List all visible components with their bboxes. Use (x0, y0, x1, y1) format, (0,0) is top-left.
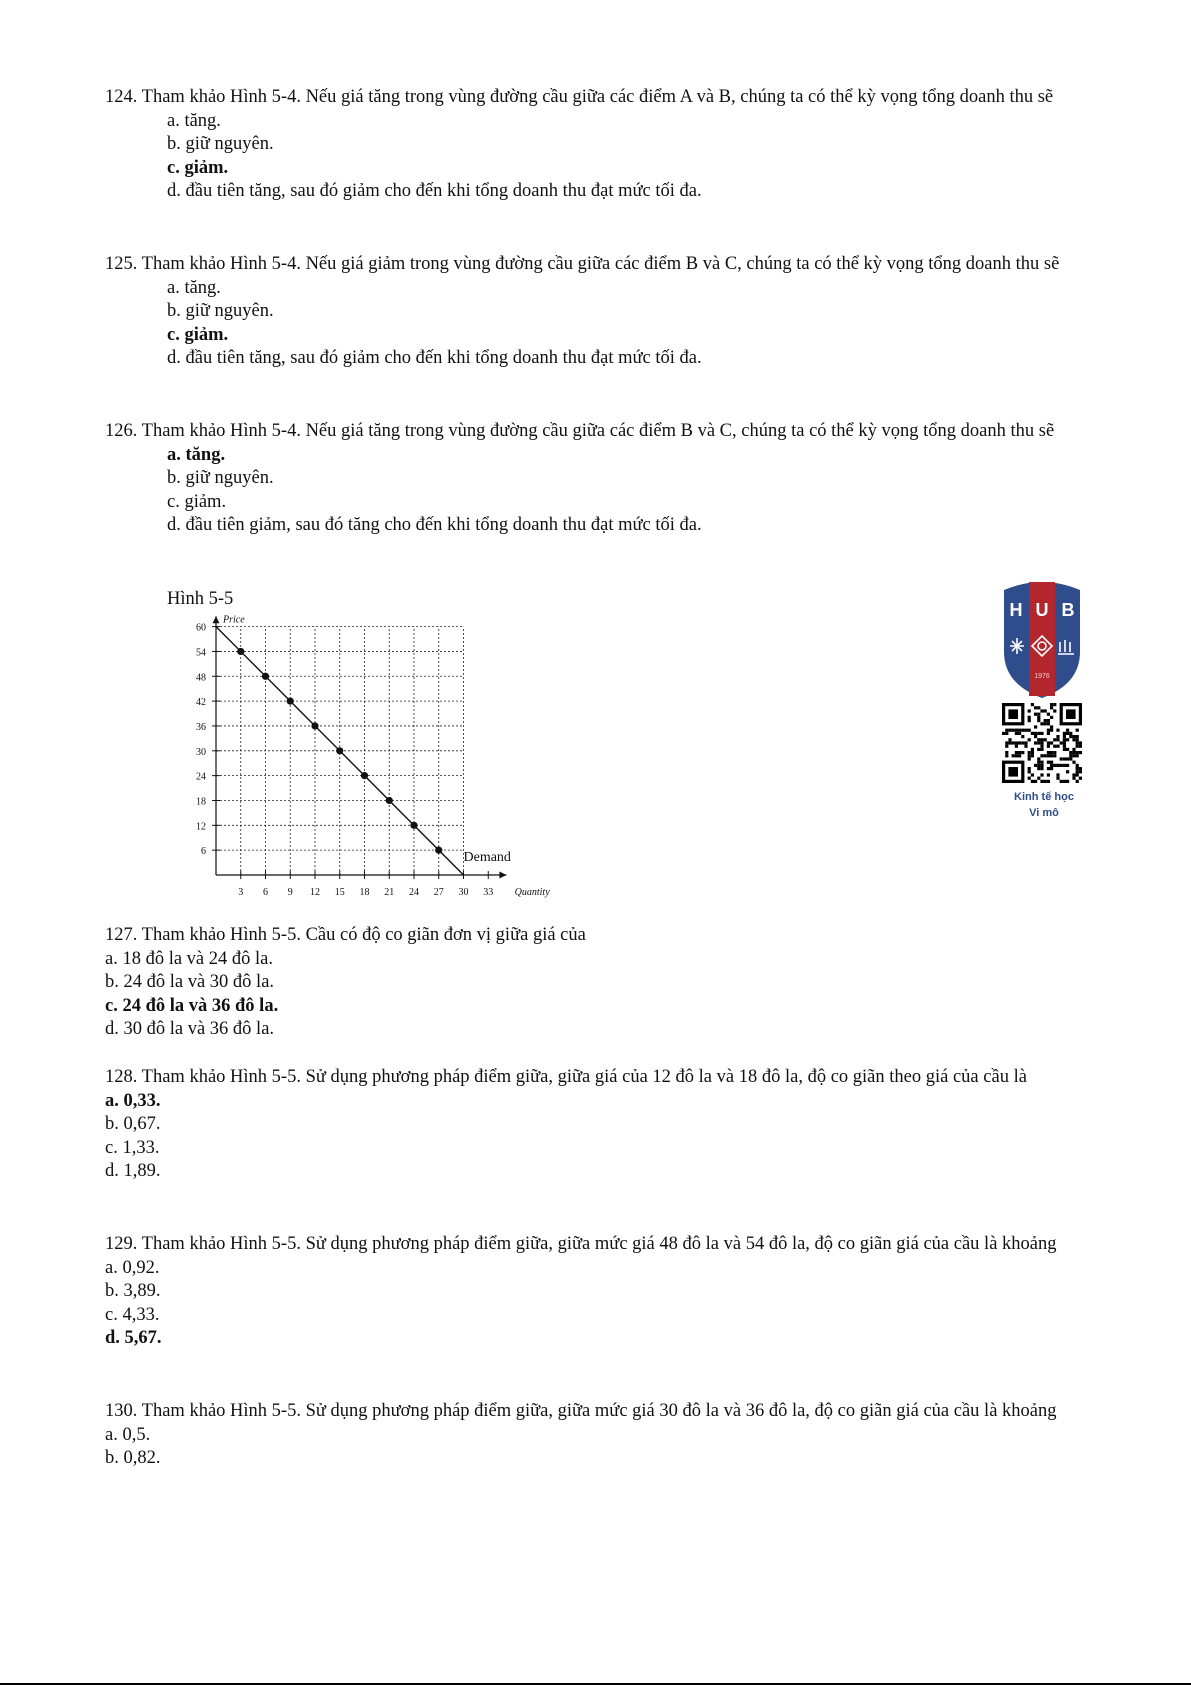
answer-option: d. 1,89. (105, 1161, 161, 1181)
answer-option: a. 18 đô la và 24 đô la. (105, 948, 273, 969)
x-tick-label: 3 (238, 887, 244, 898)
demand-point (311, 722, 318, 729)
y-tick-label: 24 (196, 771, 206, 783)
answer-option: a. tăng. (167, 277, 221, 298)
answer-option-correct: d. 5,67. (105, 1328, 162, 1348)
demand-label: Demand (463, 849, 511, 865)
question-130 (105, 1400, 1090, 1471)
x-tick-label: 33 (483, 887, 494, 898)
question-text: 130. Tham khảo Hình 5-5. Sử dụng phương pháp điểm giữa, giữa mức giá 30 đô la và 36 đô la, độ co giãn giá của cầu là khoảng (105, 1401, 1057, 1421)
answer-option: b. 24 đô la và 30 đô la. (105, 972, 275, 992)
question-text: 127. Tham khảo Hình 5-5. Cầu có độ co giãn đơn vị giữa giá của (105, 925, 586, 945)
y-tick-label: 36 (196, 721, 206, 733)
question-125 (105, 253, 1090, 371)
qr-caption-line2: Vi mô (1029, 807, 1059, 819)
question-127 (105, 924, 1090, 1042)
answer-option: b. 0,67. (105, 1114, 161, 1134)
answer-option-correct: c. giảm. (167, 324, 229, 345)
demand-point (386, 797, 393, 804)
hub-logo (1000, 580, 1084, 700)
y-tick-label: 42 (196, 697, 206, 709)
demand-point (410, 822, 417, 829)
x-tick-label: 15 (334, 887, 345, 898)
answer-option: d. đầu tiên tăng, sau đó giảm cho đến khi tổng doanh thu đạt mức tối đa. (167, 181, 702, 201)
question-126 (105, 420, 1090, 538)
logo-letter-u: U (1035, 600, 1049, 620)
demand-chart (168, 607, 568, 907)
x-tick-label: 21 (384, 887, 395, 898)
question-text: 126. Tham khảo Hình 5-4. Nếu giá tăng trong vùng đường cầu giữa các điểm B và C, chúng ta có thể kỳ vọng tổng doanh thu sẽ (105, 421, 1055, 441)
x-tick-label: 6 (263, 887, 268, 898)
answer-option: c. 1,33. (105, 1137, 160, 1158)
y-tick-label: 6 (201, 846, 206, 858)
y-tick-label: 54 (196, 647, 206, 659)
answer-option: b. giữ nguyên. (167, 301, 274, 321)
x-tick-label: 24 (409, 887, 419, 898)
answer-option-correct: a. tăng. (167, 444, 226, 465)
y-axis-arrow (213, 616, 220, 623)
answer-option: b. giữ nguyên. (167, 468, 274, 488)
question-text: 129. Tham khảo Hình 5-5. Sử dụng phương pháp điểm giữa, giữa mức giá 48 đô la và 54 đô la, độ co giãn giá của cầu là khoảng (105, 1234, 1057, 1254)
x-axis-arrow (499, 872, 506, 879)
question-129 (105, 1233, 1090, 1351)
x-tick-label: 27 (433, 887, 444, 898)
x-tick-label: 9 (287, 887, 293, 898)
logo-letter-b: B (1061, 600, 1075, 620)
demand-point (336, 747, 343, 754)
logo-letter-h: H (1009, 600, 1023, 620)
answer-option: d. đầu tiên giảm, sau đó tăng cho đến khi tổng doanh thu đạt mức tối đa. (167, 515, 702, 535)
question-text: 125. Tham khảo Hình 5-4. Nếu giá giảm trong vùng đường cầu giữa các điểm B và C, chúng ta có thể kỳ vọng tổng doanh thu sẽ (105, 254, 1060, 274)
answer-option: d. đầu tiên tăng, sau đó giảm cho đến khi tổng doanh thu đạt mức tối đa. (167, 348, 702, 368)
figure-title: Hình 5-5 (167, 589, 234, 609)
y-tick-label: 12 (196, 821, 206, 833)
answer-option: c. 4,33. (105, 1304, 160, 1325)
answer-option: d. 30 đô la và 36 đô la. (105, 1019, 275, 1039)
y-tick-label: 18 (196, 796, 206, 808)
x-tick-label: 18 (359, 887, 370, 898)
y-tick-label: 60 (196, 622, 206, 634)
y-tick-label: 48 (196, 672, 206, 684)
demand-point (435, 847, 442, 854)
demand-point (287, 698, 294, 705)
answer-option: b. 3,89. (105, 1281, 161, 1301)
answer-option-correct: a. 0,33. (105, 1090, 161, 1111)
question-text: 124. Tham khảo Hình 5-4. Nếu giá tăng trong vùng đường cầu giữa các điểm A và B, chúng ta có thể kỳ vọng tổng doanh thu sẽ (105, 87, 1054, 107)
answer-option: a. 0,92. (105, 1257, 160, 1278)
qr-code-icon[interactable] (1002, 703, 1082, 783)
demand-point (237, 648, 244, 655)
x-axis-label: Quantity (514, 887, 550, 898)
y-axis-label: Price (223, 614, 245, 626)
answer-option: b. giữ nguyên. (167, 134, 274, 154)
answer-option-correct: c. 24 đô la và 36 đô la. (105, 995, 279, 1016)
qr-caption-line1: Kinh tế học (1014, 791, 1074, 803)
x-tick-label: 30 (458, 887, 469, 898)
x-tick-label: 12 (310, 887, 320, 898)
answer-option-correct: c. giảm. (167, 157, 229, 178)
question-128 (105, 1066, 1090, 1184)
answer-option: a. tăng. (167, 110, 221, 131)
logo-year: 1976 (1034, 673, 1050, 680)
answer-option: c. giảm. (167, 491, 227, 512)
answer-option: a. 0,5. (105, 1424, 151, 1445)
question-text: 128. Tham khảo Hình 5-5. Sử dụng phương pháp điểm giữa, giữa giá của 12 đô la và 18 đô la, độ co giãn theo giá của cầu là (105, 1067, 1027, 1087)
answer-option: b. 0,82. (105, 1448, 161, 1468)
demand-point (262, 673, 269, 680)
question-124 (105, 86, 1090, 204)
y-tick-label: 30 (196, 746, 206, 758)
demand-point (361, 772, 368, 779)
